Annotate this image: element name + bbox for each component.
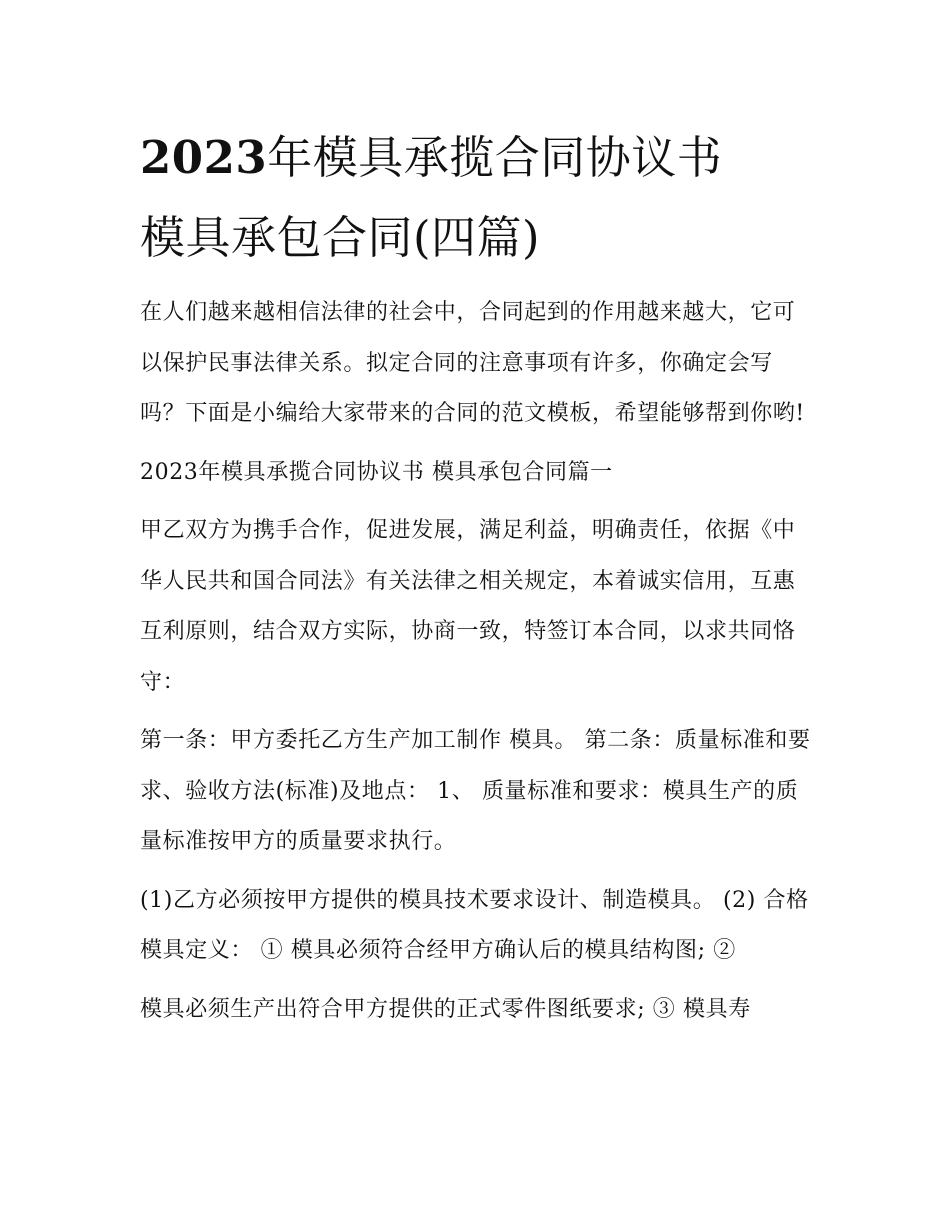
title-line1-text: 年模具承揽合同协议书 [267, 131, 723, 184]
title-line2-text: 模具承包合同(四篇) [140, 211, 541, 264]
document-page [140, 118, 812, 1035]
mold-output-paragraph: 模具必须生产出符合甲方提供的正式零件图纸要求; ③ 模具寿 [140, 996, 751, 1022]
article-one-paragraph: 第一条：甲方委托乙方生产加工制作 模具。 第二条：质量标准和要求、验收方法(标准)及地点： 1、 质量标准和要求：模具生产的质量标准按甲方的质量要求执行。 [140, 728, 811, 854]
intro-paragraph: 在人们越来越相信法律的社会中，合同起到的作用越来越大，它可以保护民事法律关系。拟定合同的注意事项有许多，你确定会写吗？下面是小编给大家带来的合同的范文模板，希望能够帮到你哟! [140, 300, 805, 426]
contract-preamble-paragraph: 甲乙双方为携手合作，促进发展，满足利益，明确责任，依据《中华人民共和国合同法》有关法律之相关规定，本着诚实信用，互惠互利原则，结合双方实际，协商一致，特签订本合同，以求共同恪守： [140, 518, 796, 695]
document-title [140, 118, 812, 278]
title-year: 2023 [140, 131, 268, 184]
section-heading: 2023年模具承揽合同协议书 模具承包合同篇一 [140, 459, 613, 485]
quality-requirements-paragraph: (1)乙方必须按甲方提供的模具技术要求设计、制造模具。 (2) 合格模具定义： ① 模具必须符合经甲方确认后的模具结构图; ② [140, 887, 809, 963]
